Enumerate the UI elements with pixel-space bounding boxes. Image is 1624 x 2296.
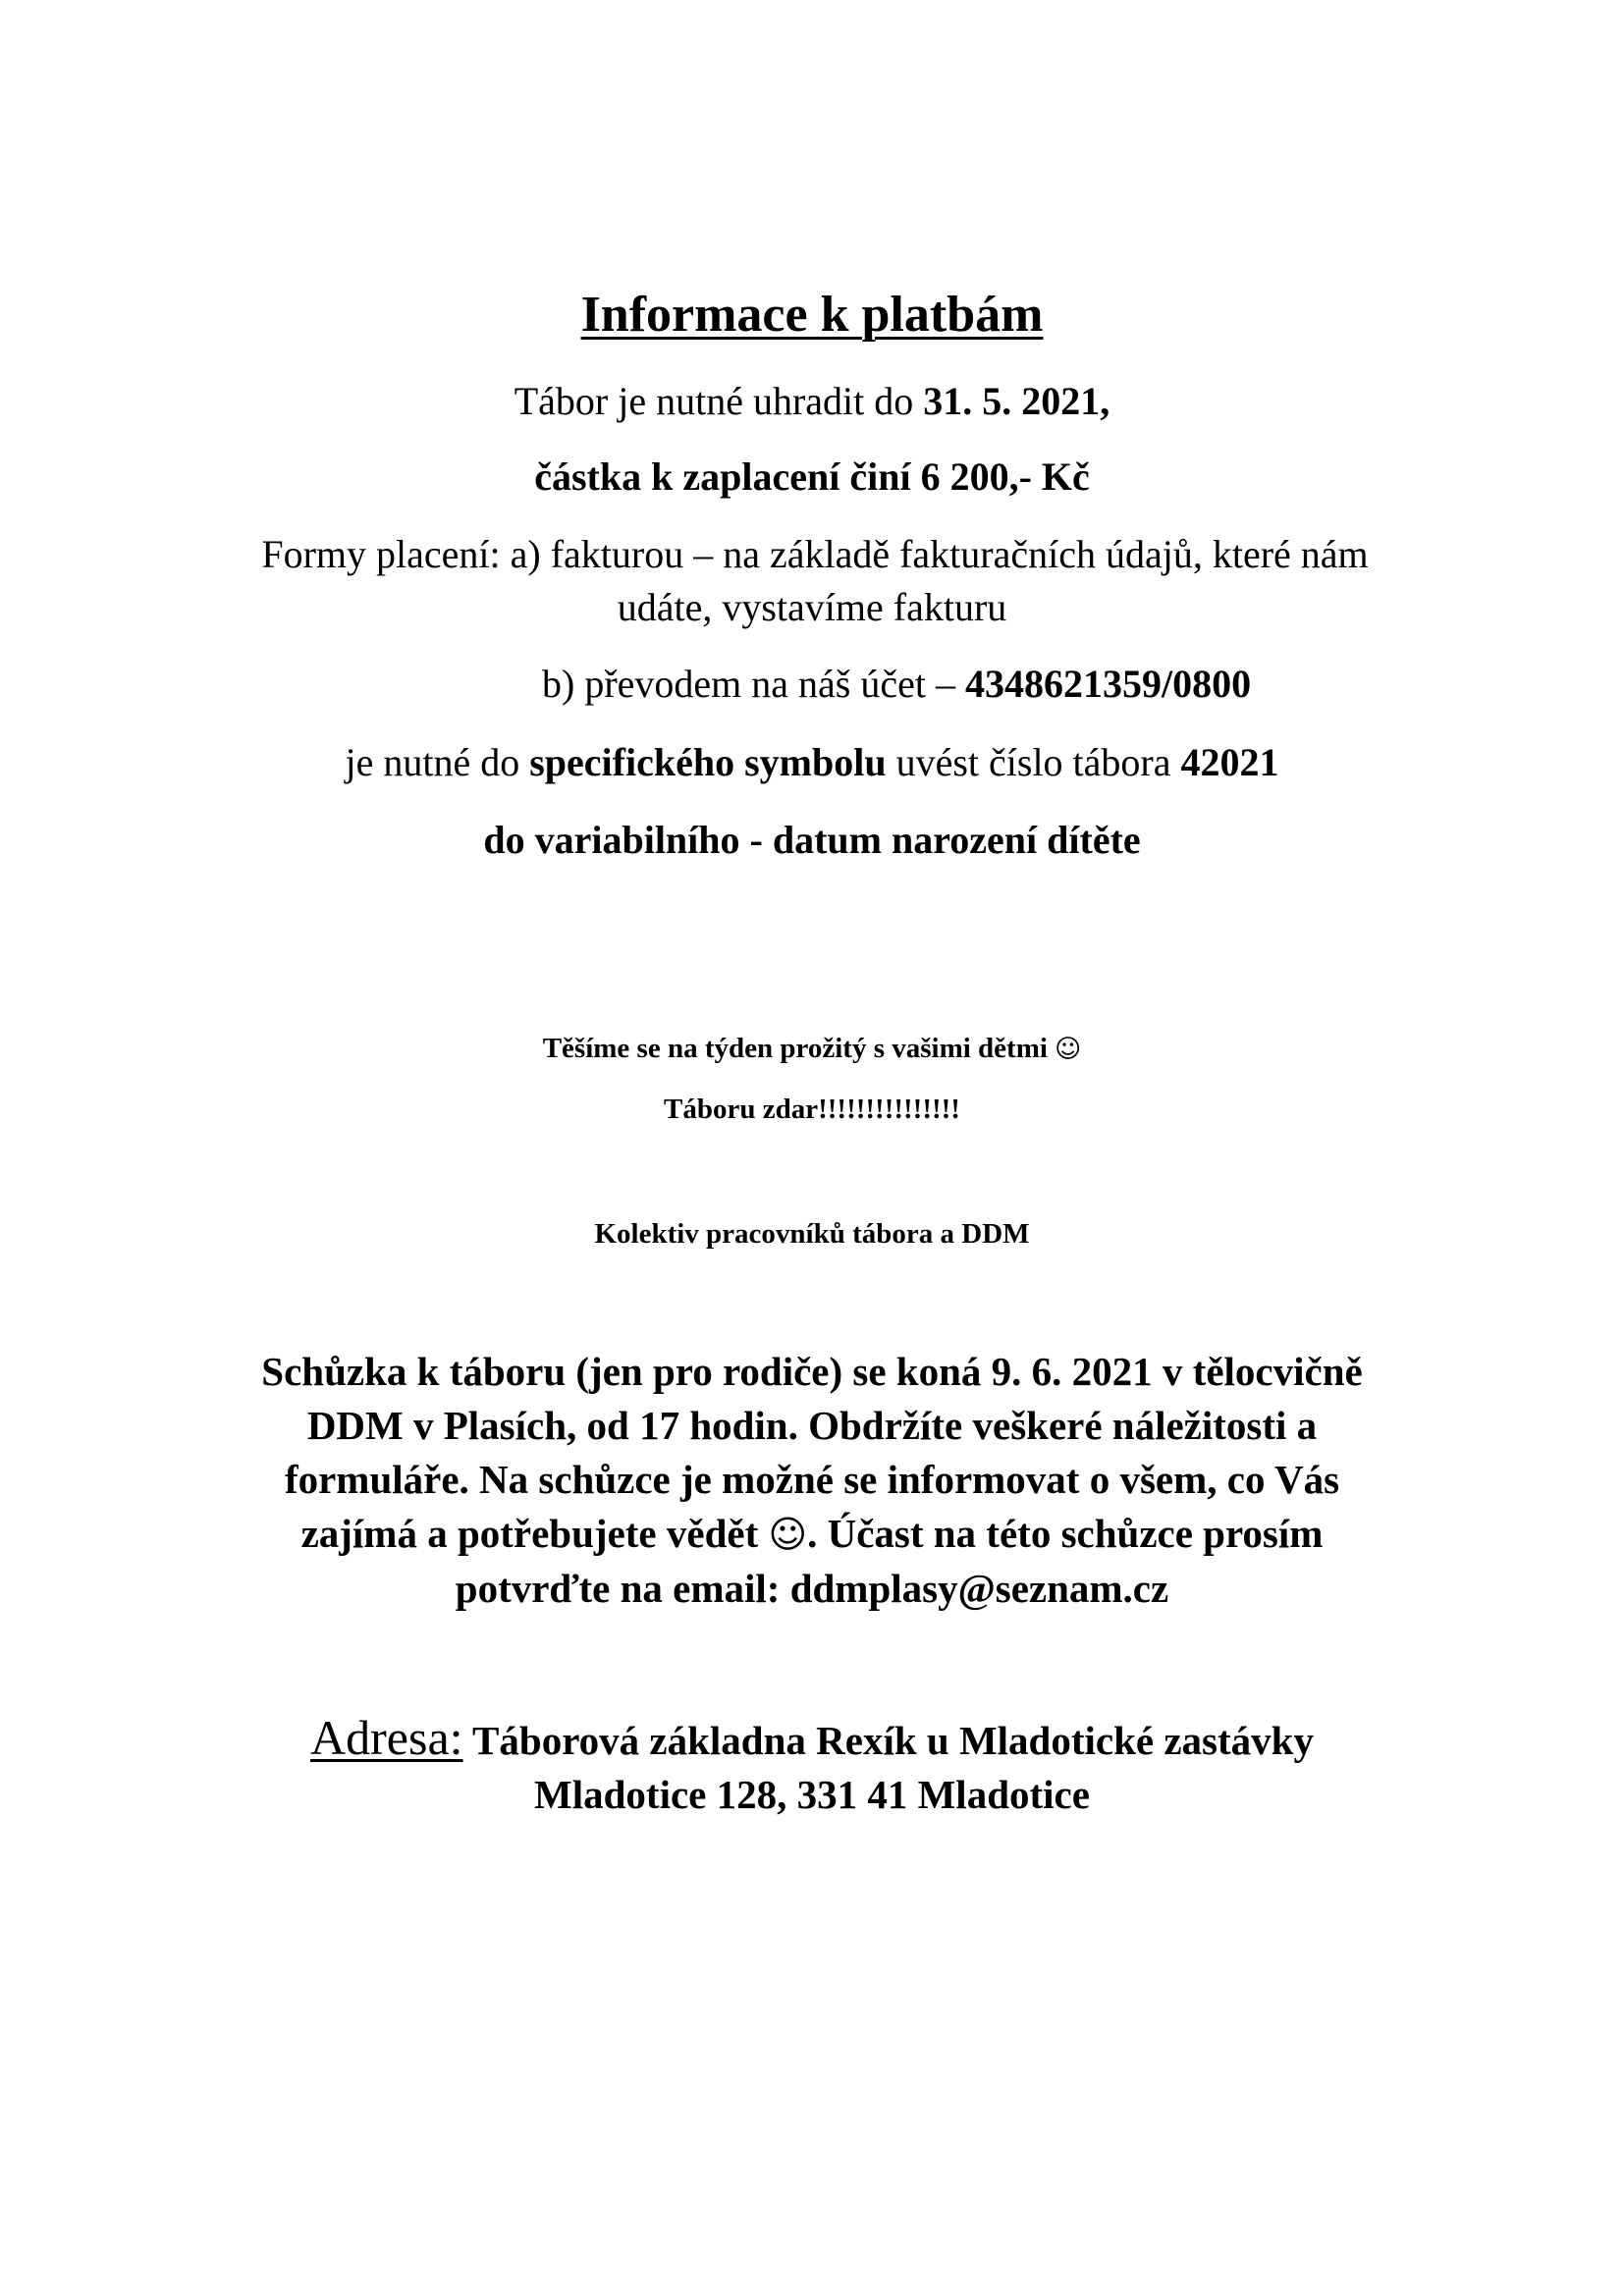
account-number: 4348621359/0800: [964, 662, 1252, 706]
meeting-line4-before: zajímá a potřebujete vědět: [300, 1511, 769, 1556]
deadline-date: 31. 5. 2021,: [923, 379, 1110, 423]
meeting-line: formuláře. Na schůzce je možné se informovat o všem, co Vás: [284, 1457, 1340, 1502]
ss-part1: je nutné do: [345, 740, 530, 784]
meeting-paragraph: [0, 1345, 1624, 1616]
smiley-icon: ☺: [768, 1513, 808, 1556]
page-title: Informace k platbám: [580, 287, 1044, 343]
camp-number: 42021: [1180, 740, 1279, 784]
meeting-line4-after: . Účast na této schůzce prosím: [807, 1511, 1324, 1556]
address-text: Táborová základna Rexík u Mladotické zastávky: [462, 1718, 1314, 1763]
meeting-line: [0, 1507, 1624, 1562]
address-block: [0, 1711, 1624, 1822]
payment-option-b: [0, 662, 1624, 706]
meeting-email-line: potvrďte na email: ddmplasy@seznam.cz: [455, 1566, 1169, 1611]
ss-part2: uvést číslo tábora: [886, 740, 1181, 784]
payment-option-a-line1: Formy placení: a) fakturou – na základě fakturačních údajů, které nám: [261, 532, 1369, 576]
payment-option-a-line2: udáte, vystavíme fakturu: [617, 585, 1007, 629]
closing-cheer: Táboru zdar!!!!!!!!!!!!!!!: [664, 1094, 960, 1125]
address-label: Adresa:: [310, 1710, 463, 1765]
meeting-line: Schůzka k táboru (jen pro rodiče) se koná 9. 6. 2021 v tělocvičně: [261, 1349, 1363, 1394]
specific-symbol-line: [0, 740, 1624, 784]
closing-signature: Kolektiv pracovníků tábora a DDM: [594, 1218, 1030, 1250]
smiley-icon: ☺: [1055, 1035, 1082, 1064]
meeting-line: DDM v Plasích, od 17 hodin. Obdržíte veškeré náležitosti a: [306, 1403, 1318, 1448]
payment-amount: částka k zaplacení činí 6 200,- Kč: [534, 454, 1090, 499]
address-line1: [0, 1711, 1624, 1768]
ss-bold: specifického symbolu: [529, 740, 887, 784]
deadline-prefix: Tábor je nutné uhradit do: [514, 379, 924, 423]
address-line2: Mladotice 128, 331 41 Mladotice: [534, 1772, 1090, 1817]
variable-symbol-line: do variabilního - datum narození dítěte: [483, 818, 1141, 862]
option-b-prefix: b) převodem na náš účet –: [542, 662, 965, 706]
enjoy-text: Těšíme se na týden prožitý s vašimi dětmi: [542, 1033, 1056, 1064]
payment-deadline: [0, 379, 1624, 423]
closing-enjoy: [0, 1035, 1624, 1063]
